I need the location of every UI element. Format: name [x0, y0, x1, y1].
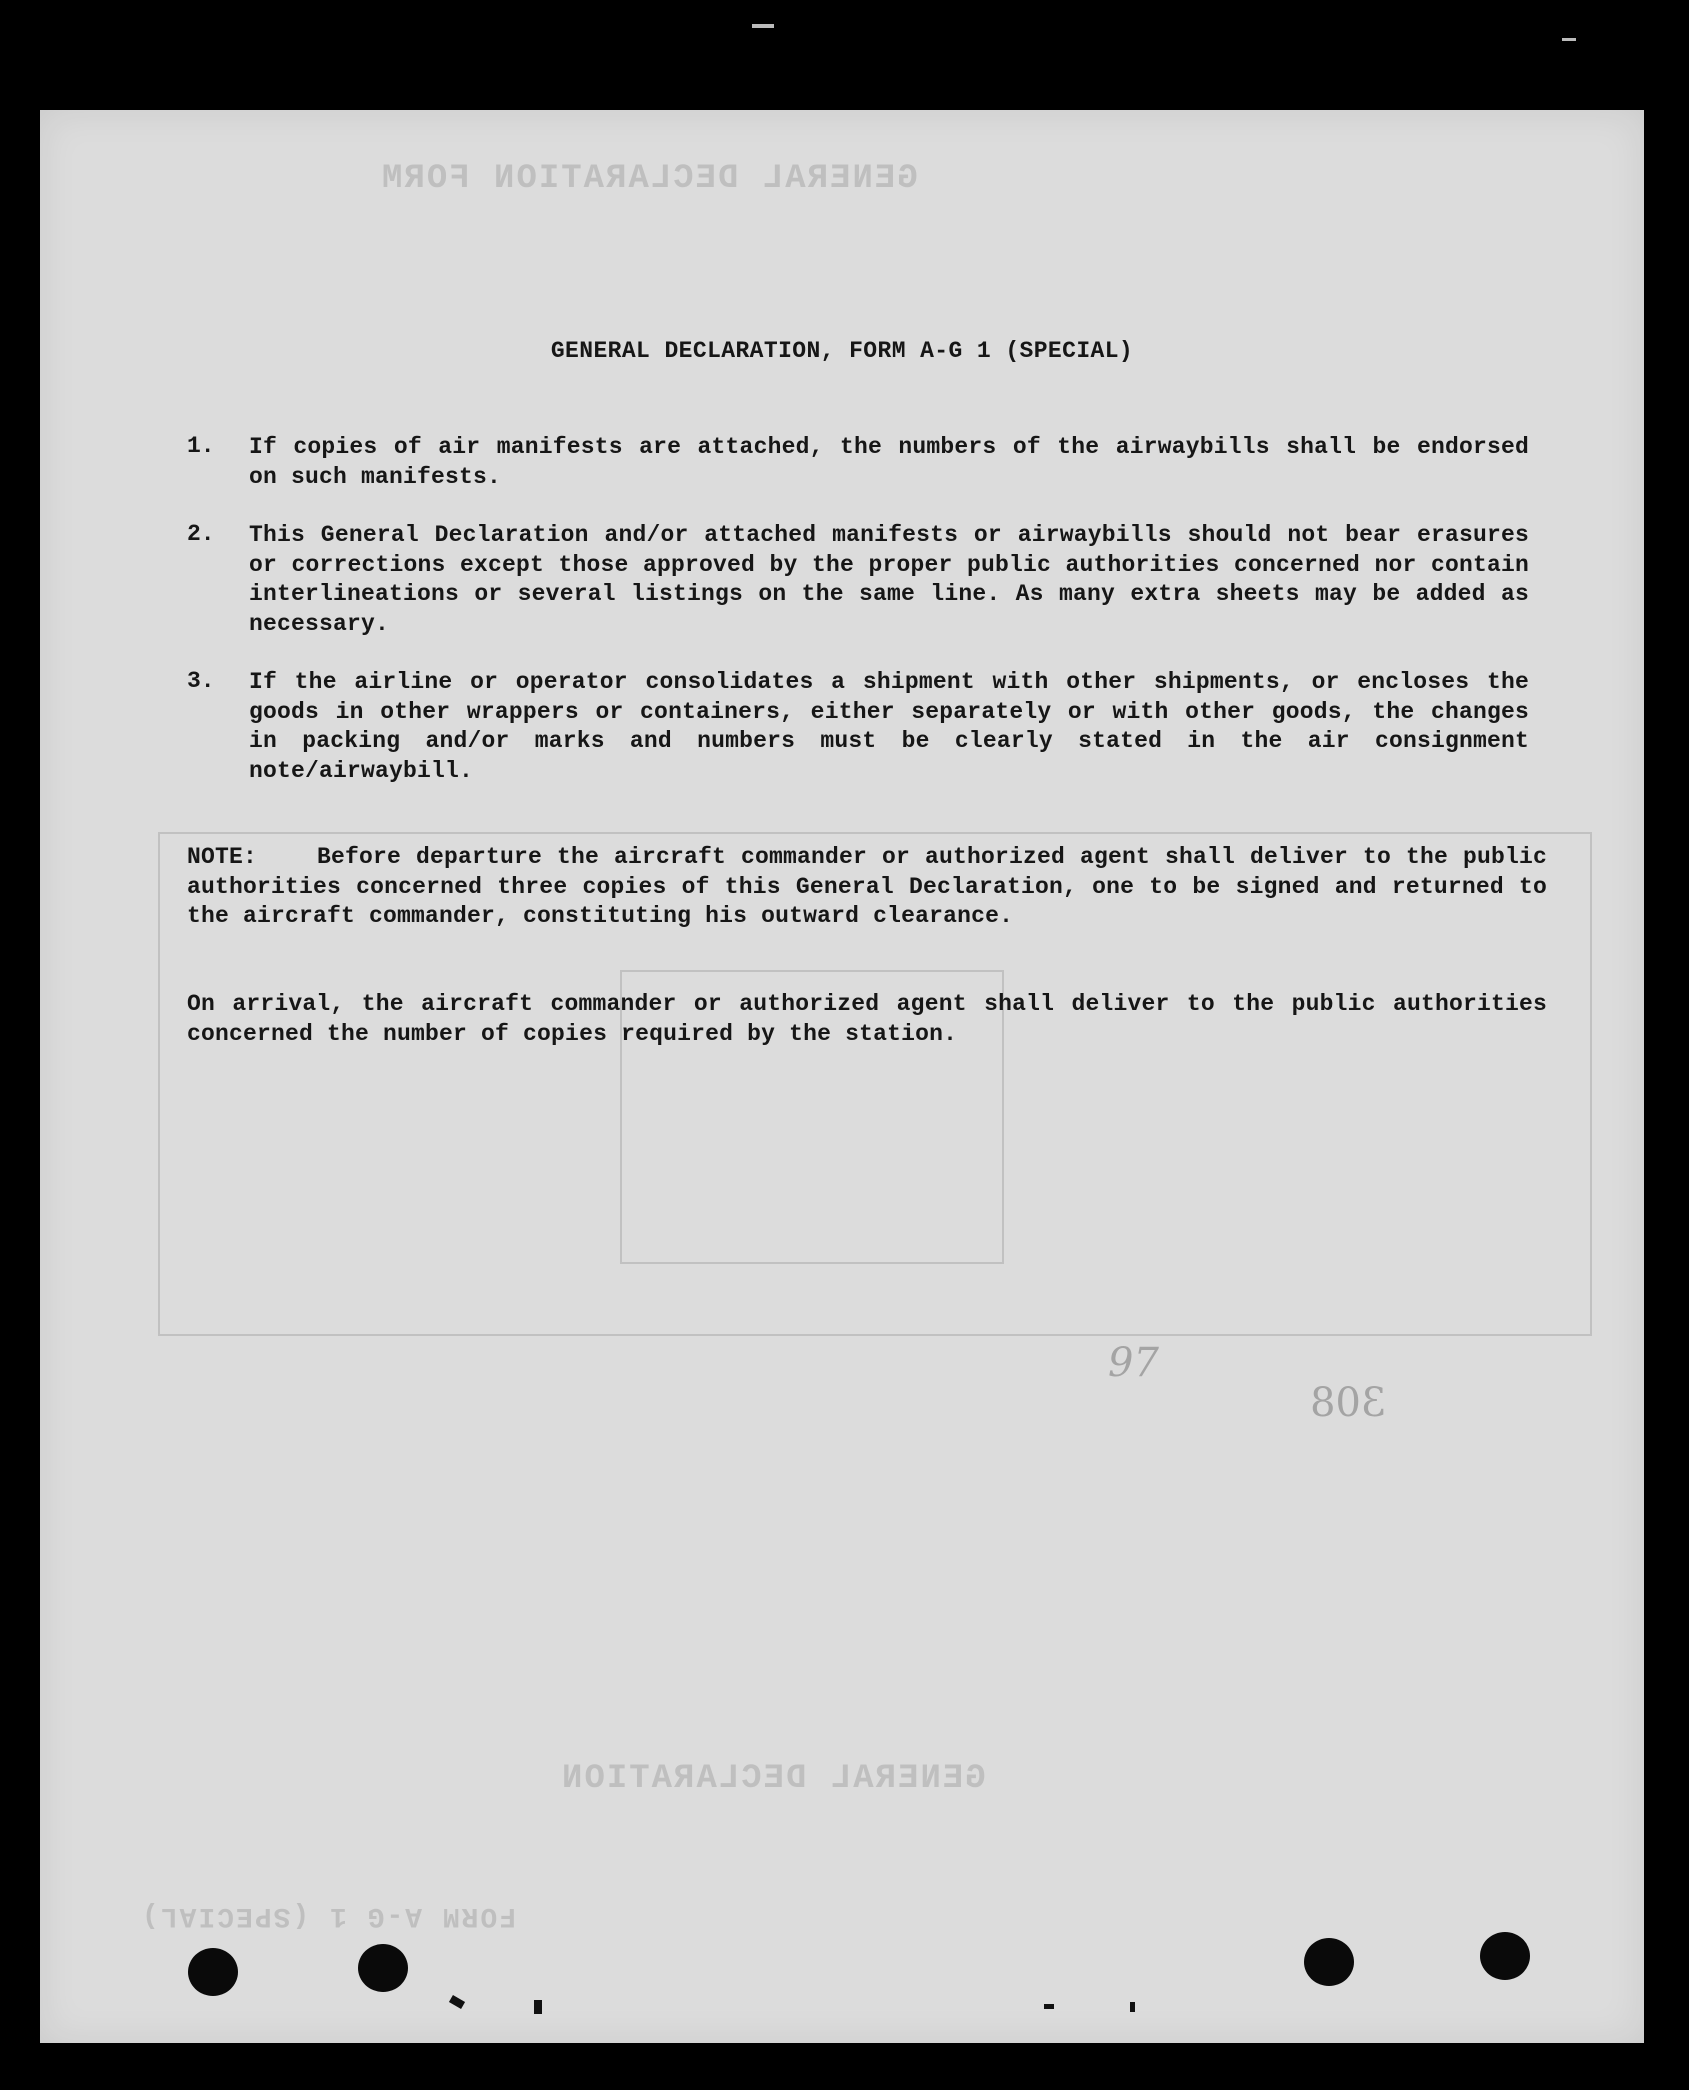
- list-item-number: 1.: [187, 433, 215, 459]
- handwritten-mark: 97: [1108, 1340, 1159, 1386]
- speck: [449, 1995, 465, 2009]
- page-number-stamp: 308: [1310, 1380, 1387, 1426]
- punch-hole: [1304, 1938, 1354, 1986]
- list-item-text: If copies of air manifests are attached, the numbers of the airwaybills shall be endorsed on such manifests.: [249, 434, 1529, 490]
- speck: [1130, 2002, 1135, 2012]
- speck: [1044, 2004, 1054, 2009]
- arrival-paragraph: On arrival, the aircraft commander or authorized agent shall deliver to the public authorities concerned the number of copies required by the station.: [187, 991, 1547, 1047]
- speck: [534, 2000, 542, 2014]
- note-label: NOTE:: [187, 844, 258, 870]
- bleed-through-text: GENERAL DECLARATION FORM: [380, 160, 918, 198]
- punch-hole: [1480, 1932, 1530, 1980]
- speck: [752, 24, 774, 28]
- note-paragraph: [187, 843, 1547, 932]
- speck: [1562, 38, 1576, 41]
- list-item-text: If the airline or operator consolidates a shipment with other shipments, or encloses the goods in other wrappers or containers, either separately or with other goods, the changes in packing and/or marks and numbers must be clearly stated in the air consignment note/airwaybill.: [249, 669, 1529, 784]
- list-item-number: 3.: [187, 668, 215, 694]
- list-item-number: 2.: [187, 521, 215, 547]
- punch-hole: [358, 1944, 408, 1992]
- punch-hole: [188, 1948, 238, 1996]
- bleed-through-text: FORM A-G 1 (SPECIAL): [140, 1900, 517, 1931]
- document-title: GENERAL DECLARATION, FORM A-G 1 (SPECIAL): [550, 338, 1134, 364]
- document-page: [40, 110, 1644, 2043]
- bleed-through-text: GENERAL DECLARATION: [560, 1760, 986, 1798]
- note-text: Before departure the aircraft commander or authorized agent shall deliver to the public authorities concerned three copies of this General Declaration, one to be signed and returned to the aircraft commander, constituting his outward clearance.: [187, 844, 1547, 929]
- list-item-text: This General Declaration and/or attached manifests or airwaybills should not bear erasures or corrections except those approved by the proper public authorities concerned nor contain interlineations or several listings on the same line. As many extra sheets may be added as necessary.: [249, 522, 1529, 637]
